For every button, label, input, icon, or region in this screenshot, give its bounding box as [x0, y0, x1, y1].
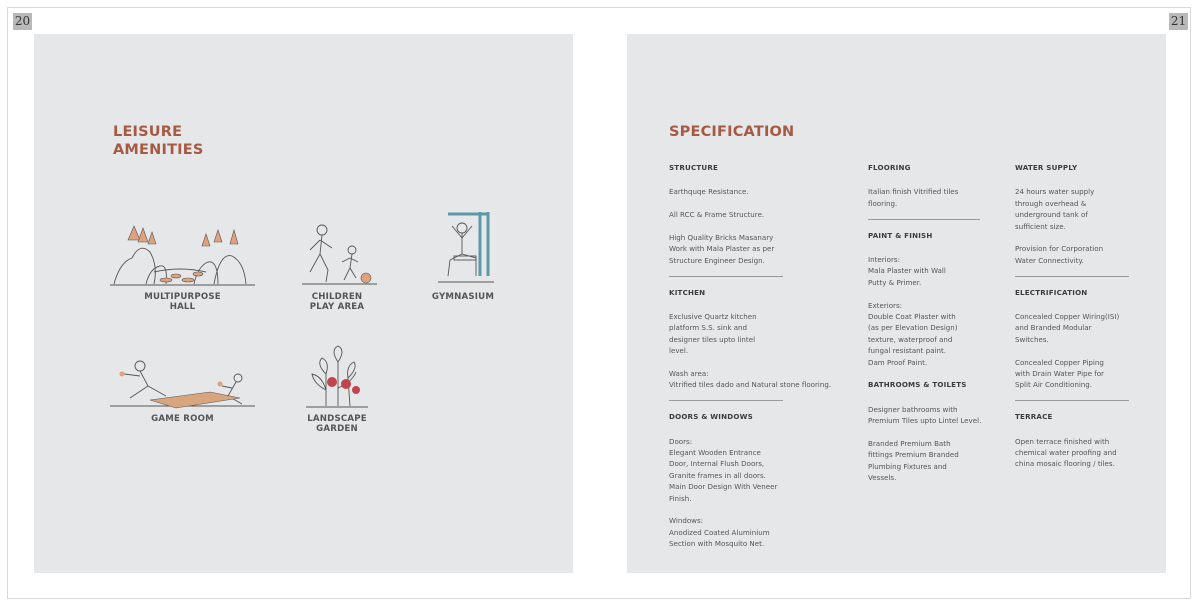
amenity-label: GAME ROOM	[151, 414, 214, 424]
spec-item: Provision for Corporation Water Connectivity.	[1015, 244, 1104, 265]
amenity-game-room	[110, 356, 255, 424]
spec-item: Concealed Copper Piping with Drain Water Pipe for Split Air Conditioning.	[1015, 357, 1104, 390]
amenities-title-line1: LEISURE	[113, 124, 183, 140]
spec-heading-paint-finish: PAINT & FINISH	[868, 230, 933, 240]
spec-item: Wash area: Vitrified tiles dado and Natural stone flooring.	[669, 369, 832, 390]
spec-heading-kitchen: KITCHEN	[669, 287, 706, 297]
amenity-label: HALL	[169, 302, 196, 312]
amenity-label: PLAY AREA	[309, 302, 365, 312]
spec-item: High Quality Bricks Masanary Work with Mala Plaster as per Structure Engineer Design.	[669, 233, 775, 265]
spec-item: Designer bathrooms with Premium Tiles upto Lintel Level.	[868, 404, 982, 426]
spec-heading-structure: STRUCTURE	[669, 163, 719, 172]
spec-item: Open terrace finished with chemical water proofing and china mosaic flooring / tiles.	[1015, 436, 1117, 469]
amenity-label: MULTIPURPOSE	[144, 292, 221, 302]
spec-heading-water-supply: WATER SUPPLY	[1015, 163, 1078, 172]
divider	[1015, 276, 1129, 277]
divider	[669, 276, 783, 277]
amenity-label: LANDSCAPE	[307, 414, 367, 424]
spec-item: All RCC & Frame Structure.	[669, 210, 765, 220]
spec-item: Exteriors: Double Coat Plaster with (as per Elevation Design) texture, waterproof and fungal resistant paint. Dam Proof Paint.	[868, 300, 958, 367]
spec-heading-doors-windows: DOORS & WINDOWS	[669, 412, 753, 422]
spec-item: Branded Premium Bath fittings Premium Branded Plumbing Fixtures and Vessels.	[868, 439, 959, 483]
amenity-children-play-area	[285, 222, 389, 312]
spec-item: Interiors: Mala Plaster with Wall Putty & Primer.	[868, 255, 946, 287]
spec-item: Windows: Anodized Coated Aluminium Section with Mosquito Net.	[669, 516, 770, 549]
page-number-right: 21	[1170, 14, 1187, 28]
amenity-landscape-garden	[290, 344, 384, 434]
amenity-label: GARDEN	[316, 424, 358, 434]
spec-column-3	[1015, 162, 1139, 481]
children-play-icon	[292, 222, 382, 288]
game-room-icon	[110, 356, 255, 410]
amenities-panel	[34, 34, 573, 573]
spec-heading-terrace: TERRACE	[1015, 412, 1053, 422]
amenities-title	[113, 123, 204, 159]
spec-item: Doors: Elegant Wooden Entrance Door, Internal Flush Doors, Granite frames in all doors. Main Door Design With Veneer Finish.	[669, 436, 778, 503]
amenity-multipurpose-hall	[110, 222, 255, 312]
amenity-label: GYMNASIUM	[431, 292, 495, 302]
spec-item: Italian finish Vitrified tiles flooring.	[868, 187, 959, 208]
landscape-garden-icon	[302, 344, 372, 410]
amenities-title-line2: AMENITIES	[113, 142, 204, 158]
spec-item: 24 hours water supply through overhead & underground tank of sufficient size.	[1015, 187, 1095, 231]
spec-item: Earthquqe Resistance.	[669, 187, 749, 197]
multipurpose-hall-icon	[110, 222, 255, 288]
divider	[868, 219, 980, 220]
specification-title: SPECIFICATION	[669, 124, 795, 140]
spec-column-2	[868, 162, 986, 495]
spec-column-1	[669, 162, 841, 561]
page-number-left: 20	[14, 14, 31, 28]
spec-heading-bathrooms-toilets: BATHROOMS & TOILETS	[868, 380, 967, 390]
spec-heading-flooring: FLOORING	[868, 163, 911, 172]
divider	[1015, 400, 1129, 401]
specification-panel	[627, 34, 1166, 573]
spec-item: Exclusive Quartz kitchen platform S.S. sink and designer tiles upto lintel level.	[669, 312, 757, 356]
amenity-label: CHILDREN	[311, 292, 363, 302]
divider	[669, 400, 783, 401]
amenity-gymnasium	[418, 206, 508, 302]
spec-item: Concealed Copper Wiring(ISI) and Branded Modular Switches.	[1015, 312, 1120, 344]
gymnasium-icon	[428, 206, 498, 288]
spec-heading-electrification: ELECTRIFICATION	[1015, 287, 1088, 297]
